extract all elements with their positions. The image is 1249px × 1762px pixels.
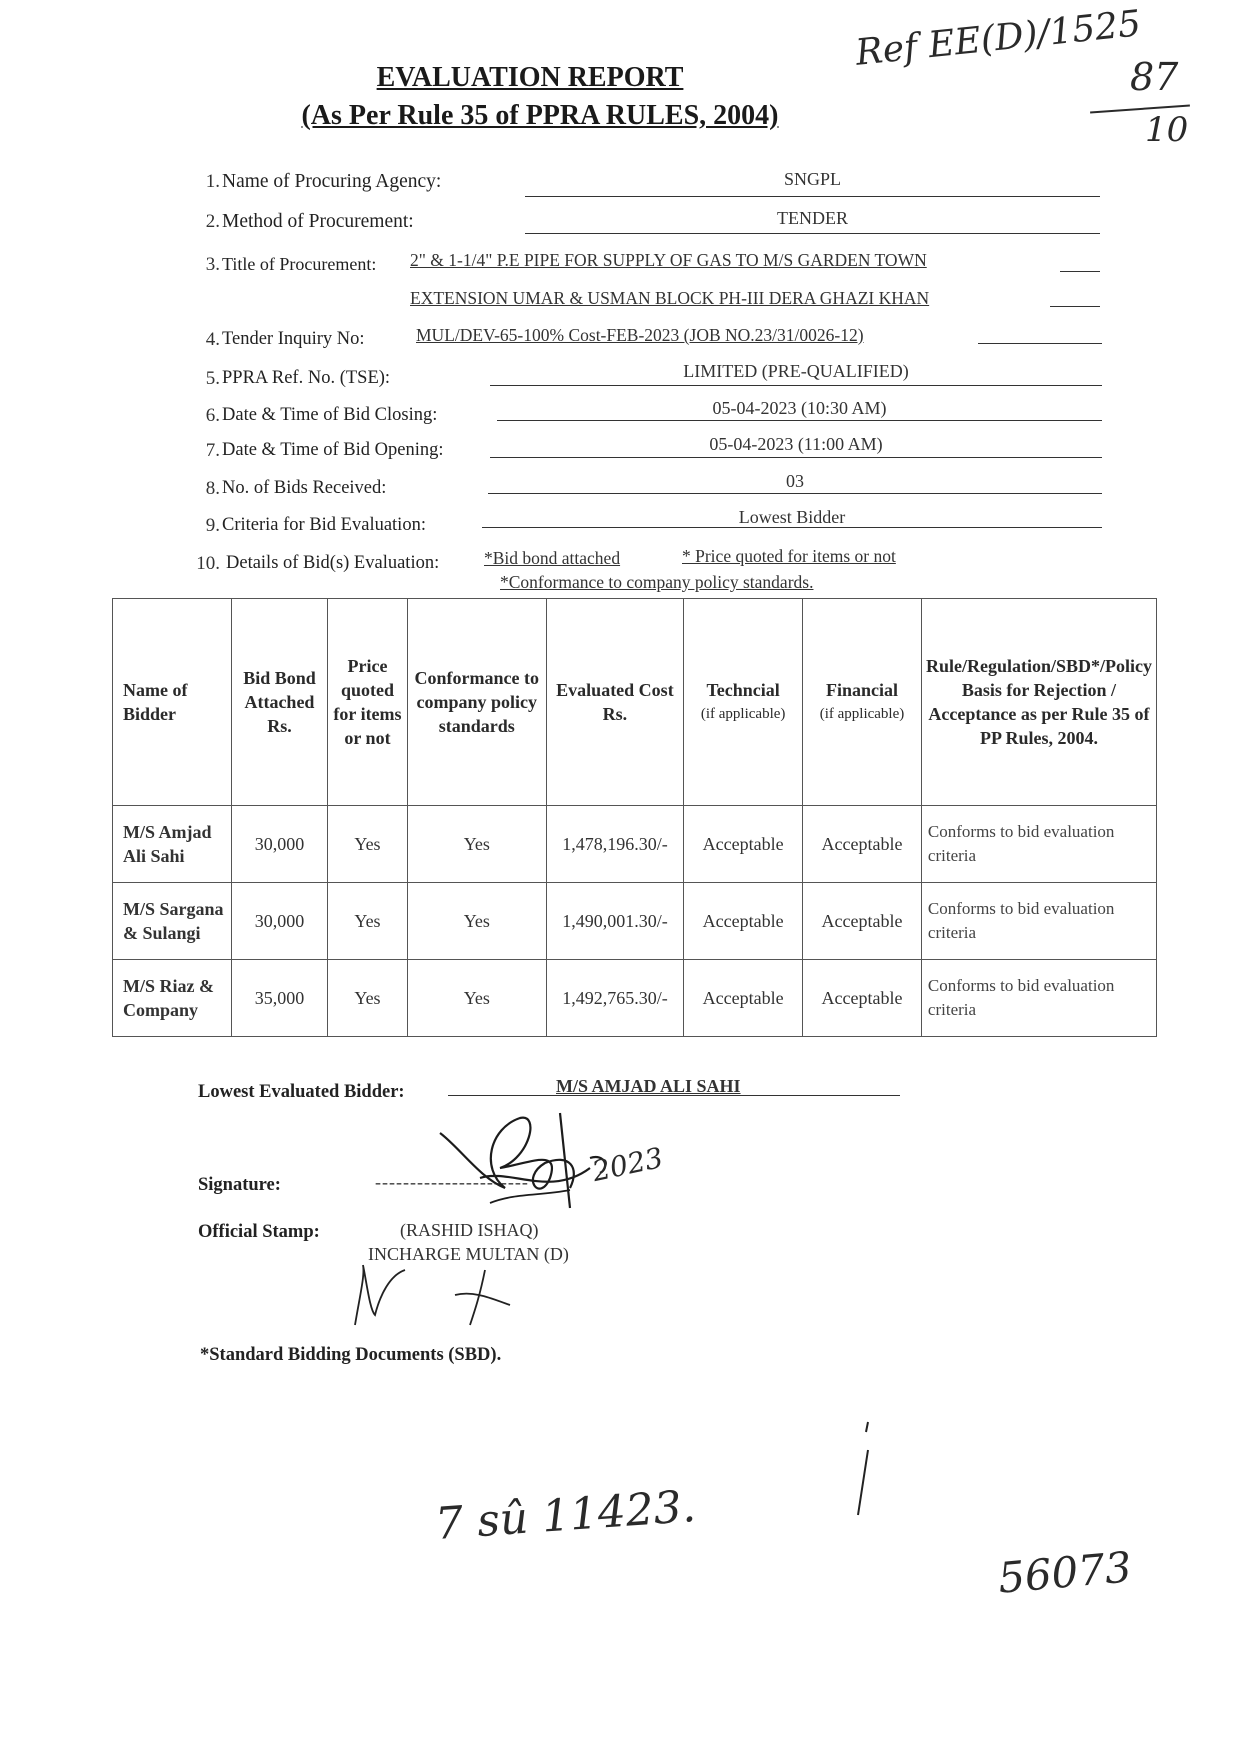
cell-rule-basis: Conforms to bid evaluation criteria (921, 806, 1156, 883)
cell-technical: Acceptable (684, 883, 803, 960)
criterion-bid-bond: *Bid bond attached (484, 548, 621, 568)
header-technical-label: Techncial (706, 680, 780, 700)
cell-technical: Acceptable (684, 960, 803, 1037)
field-label-closing: Date & Time of Bid Closing: (222, 405, 438, 425)
initials-icon (345, 1255, 545, 1335)
signature-label: Signature: (198, 1175, 281, 1195)
cell-financial: Acceptable (803, 883, 922, 960)
field-underline (525, 233, 1100, 234)
header-rule-basis: Rule/Regulation/SBD*/Policy Basis for Rejection / Acceptance as per Rule 35 of PP Rules, 2004. (921, 599, 1156, 806)
evaluation-table (112, 598, 1157, 1037)
field-number: 4. (205, 329, 220, 350)
field-label-criteria: Criteria for Bid Evaluation: (222, 515, 426, 535)
field-value-title: 2" & 1-1/4" P.E PIPE FOR SUPPLY OF GAS TO M/S GARDEN TOWN (410, 250, 927, 270)
handwritten-note: 7 sû 11423. (433, 1480, 698, 1551)
field-value-inquiry: MUL/DEV-65-100% Cost-FEB-2023 (JOB NO.23/31/0026-12) (416, 325, 864, 345)
cell-bidder-name: M/S Sargana & Sulangi (113, 883, 232, 960)
cell-conformance: Yes (407, 960, 546, 1037)
field-number: 7. (205, 440, 220, 461)
header-financial (803, 599, 922, 806)
field-underline (525, 196, 1100, 197)
field-number: 10. (196, 553, 220, 574)
header-technical-sub: (if applicable) (700, 706, 786, 722)
report-title: EVALUATION REPORT (376, 62, 684, 93)
header-conformance: Conformance to company policy standards (407, 599, 546, 806)
lowest-bidder-value: M/S AMJAD ALI SAHI (556, 1076, 741, 1096)
field-label-bids-received: No. of Bids Received: (222, 478, 387, 498)
cell-price-quoted: Yes (328, 806, 408, 883)
cell-conformance: Yes (407, 806, 546, 883)
cell-bid-bond: 30,000 (231, 883, 327, 960)
handwritten-reference: Ref EE(D)/1525 (853, 3, 1143, 74)
lowest-bidder-label: Lowest Evaluated Bidder: (198, 1082, 405, 1102)
field-value-ppra-ref: LIMITED (PRE-QUALIFIED) (683, 361, 909, 381)
cell-bid-bond: 35,000 (231, 960, 327, 1037)
signer-name: (RASHID ISHAQ) (400, 1220, 539, 1240)
field-value-bids-received: 03 (786, 471, 804, 491)
sbd-footnote: *Standard Bidding Documents (SBD). (200, 1345, 502, 1365)
field-underline (978, 343, 1102, 344)
header-financial-sub: (if applicable) (819, 706, 905, 722)
pen-stroke-icon (850, 1420, 880, 1520)
cell-conformance: Yes (407, 883, 546, 960)
cell-financial: Acceptable (803, 806, 922, 883)
field-value-agency: SNGPL (783, 169, 841, 189)
field-number: 5. (205, 368, 220, 389)
cell-bidder-name: M/S Amjad Ali Sahi (113, 806, 232, 883)
field-label-title: Title of Procurement: (222, 254, 377, 274)
cell-price-quoted: Yes (328, 960, 408, 1037)
signer-title: INCHARGE MULTAN (D) (368, 1244, 569, 1264)
header-bidder-name: Name of Bidder (113, 599, 232, 806)
header-evaluated-cost: Evaluated Cost Rs. (546, 599, 684, 806)
cell-rule-basis: Conforms to bid evaluation criteria (921, 960, 1156, 1037)
field-number: 9. (205, 515, 220, 536)
field-label-ppra-ref: PPRA Ref. No. (TSE): (222, 368, 391, 388)
field-label-agency: Name of Procuring Agency: (222, 171, 442, 192)
table-header-row (113, 599, 1157, 806)
cell-bidder-name: M/S Riaz & Company (113, 960, 232, 1037)
handwritten-page-number: 87 (1130, 55, 1179, 99)
report-subtitle: (As Per Rule 35 of PPRA RULES, 2004) (301, 100, 779, 131)
cell-rule-basis: Conforms to bid evaluation criteria (921, 883, 1156, 960)
field-value-opening: 05-04-2023 (11:00 AM) (709, 434, 883, 454)
field-underline (488, 493, 1102, 494)
criterion-price-quoted: * Price quoted for items or not (682, 546, 896, 566)
field-value-criteria: Lowest Bidder (738, 507, 846, 527)
field-number: 3. (205, 254, 220, 275)
cell-evaluated-cost: 1,492,765.30/- (546, 960, 684, 1037)
header-price-quoted: Price quoted for items or not (328, 599, 408, 806)
table-row (113, 806, 1157, 883)
cell-bid-bond: 30,000 (231, 806, 327, 883)
official-stamp-label: Official Stamp: (198, 1222, 320, 1242)
field-label-bid-details: Details of Bid(s) Evaluation: (226, 553, 440, 573)
field-label-method: Method of Procurement: (222, 211, 414, 232)
cell-evaluated-cost: 1,478,196.30/- (546, 806, 684, 883)
cell-financial: Acceptable (803, 960, 922, 1037)
handwritten-page-total: 10 (1145, 110, 1189, 150)
handwritten-number: 56073 (996, 1542, 1134, 1603)
field-underline (1060, 271, 1100, 272)
field-number: 6. (205, 405, 220, 426)
field-label-inquiry: Tender Inquiry No: (222, 329, 365, 349)
cell-technical: Acceptable (684, 806, 803, 883)
header-bid-bond: Bid Bond Attached Rs. (231, 599, 327, 806)
field-underline (497, 420, 1102, 421)
table-row (113, 960, 1157, 1037)
field-label-opening: Date & Time of Bid Opening: (222, 440, 444, 460)
field-number: 1. (205, 171, 220, 192)
field-number: 2. (205, 211, 220, 232)
field-value-method: TENDER (777, 208, 848, 228)
cell-price-quoted: Yes (328, 883, 408, 960)
field-underline (490, 457, 1102, 458)
criterion-conformance: *Conformance to company policy standards. (500, 572, 814, 592)
header-technical (684, 599, 803, 806)
field-value-closing: 05-04-2023 (10:30 AM) (712, 398, 887, 418)
field-underline (1050, 306, 1100, 307)
signature-date: 2023 (589, 1140, 666, 1189)
table-row (113, 883, 1157, 960)
field-value-title-line2: EXTENSION UMAR & USMAN BLOCK PH-III DERA GHAZI KHAN (410, 288, 930, 308)
field-underline (490, 385, 1102, 386)
header-financial-label: Financial (825, 680, 898, 700)
signature-line: ---------------------- (375, 1172, 529, 1192)
field-number: 8. (205, 478, 220, 499)
cell-evaluated-cost: 1,490,001.30/- (546, 883, 684, 960)
